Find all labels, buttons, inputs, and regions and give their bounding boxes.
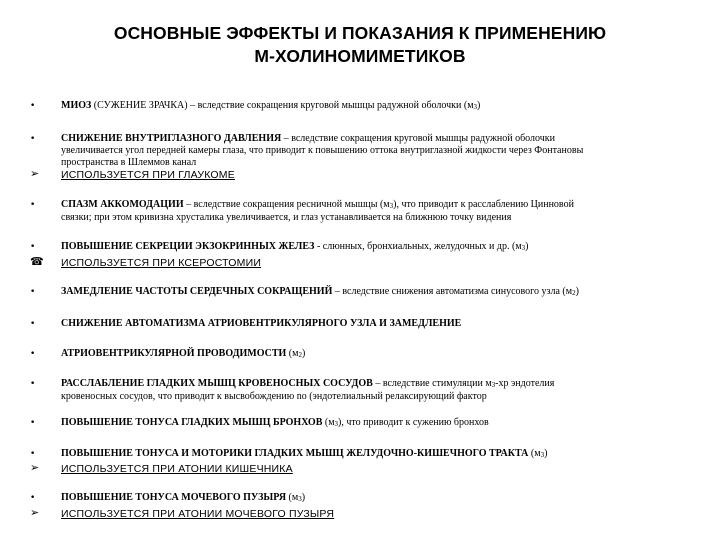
- effect-secretion-heading: ПОВЫШЕНИЕ СЕКРЕЦИИ ЭКЗОКРИННЫХ ЖЕЛЕЗ: [61, 241, 315, 252]
- effect-miosis-heading: МИОЗ: [61, 100, 92, 111]
- effect-av-conduction-heading: АТРИОВЕНТРИКУЛЯРНОЙ ПРОВОДИМОСТИ: [61, 348, 287, 359]
- slide: ОСНОВНЫЕ ЭФФЕКТЫ И ПОКАЗАНИЯ К ПРИМЕНЕНИЮ М-ХОЛИНОМИМЕТИКОВ • МИОЗ (СУЖЕНИЕ ЗРАЧКА) – вследствие сокращения круговой мышцы радужной оболочки (м3) • СНИЖЕНИЕ ВНУТРИГЛАЗНОГО ДАВЛЕНИЯ – вследствие сокращения круговой мышцы радужной оболочки увеличивается угол передней камеры глаза, что приводит к повышению оттока внутриглазной жидкости через Фонтановы пространства в Шлеммов канал ➢ ИСПОЛЬЗУЕТСЯ ПРИ ГЛАУКОМЕ • СПАЗМ АККОМОДАЦИИ – вследствие сокращения ресничной мышцы (м3), что приводит к расслаблению Цинновой связки; при этом кривизна хрусталика увеличивается, и глаз устанавливается на ближнюю точку видения • ПОВЫШЕНИЕ СЕКРЕЦИИ ЭКЗОКРИННЫХ ЖЕЛЕЗ - слюнных, бронхиальных, желудочных и др. (м3) ☎ ИСПОЛЬЗУЕТСЯ ПРИ КСЕРОСТОМИИ • ЗАМЕДЛЕНИЕ ЧАСТОТЫ СЕРДЕЧНЫХ СОКРАЩЕНИЙ – вследствие снижения автоматизма синусового узла (м2) • СНИЖЕНИЕ АВТОМАТИЗМА АТРИОВЕНТРИКУЛЯРНОГО УЗЛА И ЗАМЕДЛЕНИЕ • АТРИОВЕНТРИКУЛЯРНОЙ ПРОВОДИМОСТИ (м2) • РАССЛАБЛЕНИЕ ГЛАДКИХ МЫШЦ КРОВЕНОСНЫХ СОСУДОВ – вследствие стимуляции м3-хр эндотелия кровеносных сосудов, что приводит к высвобождению no (эндотелиальный релаксирующий фактор • ПОВЫШЕНИЕ ТОНУСА ГЛАДКИХ МЫШЦ БРОНХОВ (м3), что приводит к сужению бронхов • ПОВЫШЕНИЕ ТОНУСА И МОТОРИКИ ГЛАДКИХ МЫШЦ ЖЕЛУДОЧНО-КИШЕЧНОГО ТРАКТА (м3) ➢ ИСПОЛЬЗУЕТСЯ ПРИ АТОНИИ КИШЕЧНИКА • ПОВЫШЕНИЕ ТОНУСА МОЧЕВОГО ПУЗЫРЯ (м3) ➢ ИСПОЛЬЗУЕТСЯ ПРИ АТОНИИ МОЧЕВОГО ПУЗЫРЯ: [0, 0, 720, 540]
- bullet-icon: •: [30, 242, 36, 252]
- slide-title-line-2: М-ХОЛИНОМИМЕТИКОВ: [254, 46, 466, 66]
- bullet-icon: •: [30, 379, 36, 389]
- effect-iop-heading: СНИЖЕНИЕ ВНУТРИГЛАЗНОГО ДАВЛЕНИЯ: [61, 133, 282, 144]
- usage-glaucoma-text: ИСПОЛЬЗУЕТСЯ ПРИ ГЛАУКОМЕ: [61, 169, 235, 181]
- effect-accommodation-heading: СПАЗМ АККОМОДАЦИИ: [61, 199, 184, 210]
- bullet-icon: •: [30, 349, 36, 359]
- bullet-icon: •: [30, 319, 36, 329]
- usage-bowel-atony-text: ИСПОЛЬЗУЕТСЯ ПРИ АТОНИИ КИШЕЧНИКА: [61, 463, 293, 475]
- usage-xerostomia-text: ИСПОЛЬЗУЕТСЯ ПРИ КСЕРОСТОМИИ: [61, 257, 262, 269]
- effect-gi-heading: ПОВЫШЕНИЕ ТОНУСА И МОТОРИКИ ГЛАДКИХ МЫШЦ ЖЕЛУДОЧНО-КИШЕЧНОГО ТРАКТА: [61, 448, 529, 459]
- slide-title: [0, 22, 720, 68]
- bullet-icon: •: [30, 418, 36, 428]
- usage-bladder-atony-text: ИСПОЛЬЗУЕТСЯ ПРИ АТОНИИ МОЧЕВОГО ПУЗЫРЯ: [61, 508, 335, 520]
- effect-vessels-heading: РАССЛАБЛЕНИЕ ГЛАДКИХ МЫШЦ КРОВЕНОСНЫХ СОСУДОВ: [61, 378, 373, 389]
- phone-icon: ☎: [30, 255, 44, 268]
- effect-av-automatism-heading: СНИЖЕНИЕ АВТОМАТИЗМА АТРИОВЕНТРИКУЛЯРНОГО УЗЛА И ЗАМЕДЛЕНИЕ: [61, 318, 462, 329]
- bullet-icon: •: [30, 287, 36, 297]
- slide-title-line-1: ОСНОВНЫЕ ЭФФЕКТЫ И ПОКАЗАНИЯ К ПРИМЕНЕНИЮ: [113, 23, 607, 43]
- arrow-bullet-icon: ➢: [30, 461, 40, 474]
- bullet-icon: •: [30, 449, 36, 459]
- bullet-icon: •: [30, 493, 36, 503]
- bullet-icon: •: [30, 200, 36, 210]
- arrow-bullet-icon: ➢: [30, 167, 40, 180]
- bullet-icon: •: [30, 101, 36, 111]
- effect-heart-rate-heading: ЗАМЕДЛЕНИЕ ЧАСТОТЫ СЕРДЕЧНЫХ СОКРАЩЕНИЙ: [61, 286, 333, 297]
- effect-bladder-heading: ПОВЫШЕНИЕ ТОНУСА МОЧЕВОГО ПУЗЫРЯ: [61, 492, 287, 503]
- arrow-bullet-icon: ➢: [30, 506, 40, 519]
- bullet-icon: •: [30, 134, 36, 144]
- effect-bronchi-heading: ПОВЫШЕНИЕ ТОНУСА ГЛАДКИХ МЫШЦ БРОНХОВ: [61, 417, 323, 428]
